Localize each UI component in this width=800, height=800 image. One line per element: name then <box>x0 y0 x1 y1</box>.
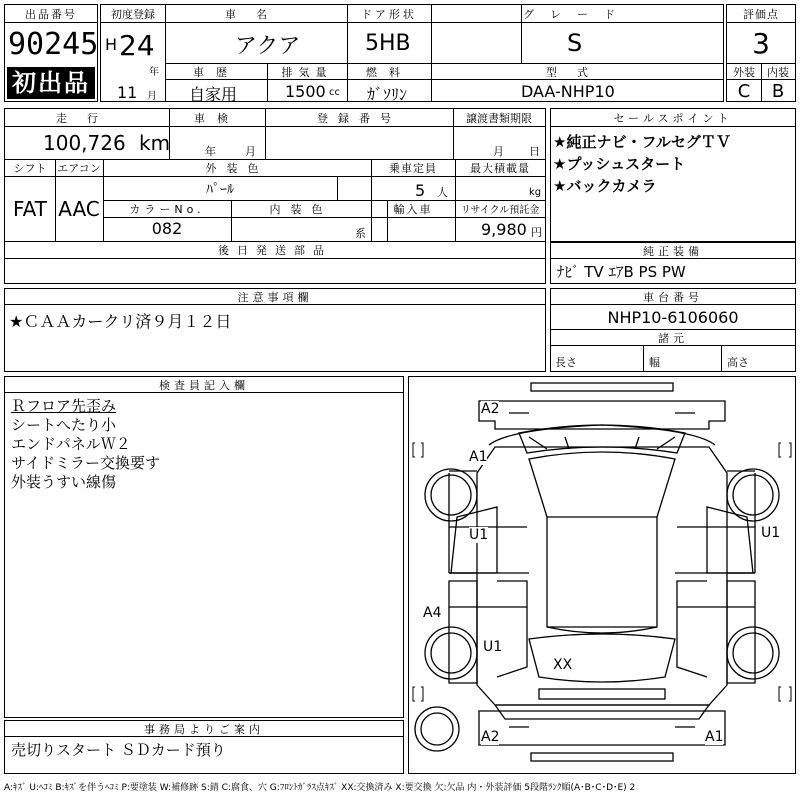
era: H <box>105 35 118 54</box>
doc-deadline-label: 譲渡書類期限 <box>466 112 532 125</box>
reg-no-label: 登録番号 <box>317 112 401 125</box>
displacement: 1500 <box>285 82 326 101</box>
legend: A:ｷｽﾞ U:ﾍｺﾐ B:ｷｽﾞを伴うﾍｺﾐ P:要塗装 W:補修跡 S:錆 C:腐食、穴 G:ﾌﾛﾝﾄｶﾞﾗｽ点ｷｽﾞ XX:交換済み X:要交換 欠:欠品 内・外装評価 5段階ﾗﾝｸ順(A･B･C･D･E) 2 <box>4 783 636 793</box>
exterior-color: ﾊﾟｰﾙ <box>206 182 234 198</box>
inspector-label: 検査員記入欄 <box>159 379 249 392</box>
chassis-number: NHP10-6106060 <box>607 308 739 327</box>
sales-point-item: ★プッシュスタート <box>553 155 686 173</box>
lot-number: 90245 <box>8 27 99 62</box>
width-label: 幅 <box>649 356 660 369</box>
max-load-label: 最大積載量 <box>470 162 530 175</box>
first-listing-badge: 初出品 <box>7 67 95 99</box>
chassis-box <box>550 288 796 372</box>
interior-label: 内装 <box>767 66 789 79</box>
shift: FAT <box>12 197 47 221</box>
recycle-unit: 円 <box>531 226 542 239</box>
deferred-parts-label: 後日発送部品 <box>218 244 332 257</box>
dims-label: 諸元 <box>658 332 688 345</box>
sales-points-box <box>550 108 796 242</box>
interior-color-label: 内装色 <box>269 203 333 216</box>
mileage-unit: km <box>139 131 171 155</box>
inspection-label: 車検 <box>194 112 240 125</box>
history-label: 車歴 <box>193 66 239 79</box>
office-box <box>4 720 404 774</box>
lot-number-box <box>4 4 98 102</box>
color-no: 082 <box>151 219 183 238</box>
ac: AAC <box>58 197 100 221</box>
exterior-grade: C <box>737 81 751 102</box>
mileage-label: 走行 <box>56 112 118 125</box>
color-no-label: カラーNo. <box>129 203 205 216</box>
sales-point-item: ★バックカメラ <box>553 177 657 195</box>
sales-points-label: セールスポイント <box>613 112 733 125</box>
genuine-equipment-box <box>550 242 796 284</box>
score-box <box>726 4 796 102</box>
doc-day-unit: 日 <box>529 145 540 158</box>
interior-unit: 系 <box>355 227 366 240</box>
model-label: 型式 <box>546 66 608 79</box>
displacement-unit: cc <box>329 87 340 98</box>
max-load-unit: kg <box>529 187 542 198</box>
exterior-color-label: 外装色 <box>205 162 269 175</box>
displacement-label: 排気量 <box>281 66 333 79</box>
office-label: 事務局よりご案内 <box>144 723 264 736</box>
car-diagram-box <box>408 376 796 774</box>
import-label: 輸入車 <box>393 203 433 216</box>
capacity-unit: 人 <box>437 186 448 199</box>
history: 自家用 <box>189 85 238 104</box>
genuine-equipment-label: 純正装備 <box>643 245 703 258</box>
sales-point-item: ★純正ナビ・フルセグＴＶ <box>553 133 731 151</box>
height-label: 高さ <box>727 356 749 369</box>
lot-number-label: 出品番号 <box>25 8 77 21</box>
score-label: 評価点 <box>743 8 779 21</box>
exterior-label: 外装 <box>733 66 755 79</box>
inspector-line: サイドミラー交換要す <box>11 454 160 472</box>
genuine-equipment: ﾅﾋﾞ TV ｴｱB PS PW <box>557 263 686 281</box>
car-name-label: 車名 <box>225 8 287 21</box>
shift-label: シフト <box>13 162 47 175</box>
mileage: 100,726 <box>43 131 126 155</box>
fuel: ｶﾞｿﾘﾝ <box>367 85 408 104</box>
recycle-label: リサイクル預託金 <box>460 205 540 216</box>
ac-label: エアコン <box>57 162 101 175</box>
notes-text: ★ＣＡＡカークリ済９月１２日 <box>9 312 232 331</box>
mark-xx: XX <box>553 657 573 673</box>
car-diagram <box>409 377 795 773</box>
grade: S <box>567 29 583 57</box>
details-box <box>4 108 546 284</box>
year: 24 <box>119 29 155 62</box>
mark-a4-left: A4 <box>423 605 442 621</box>
mark-u1-left-lower: U1 <box>483 639 503 655</box>
score: 3 <box>752 27 770 60</box>
vehicle-header-box <box>100 4 724 102</box>
first-reg-label: 初度登録 <box>111 8 155 21</box>
month-unit: 月 <box>147 91 157 102</box>
fuel-label: 燃料 <box>366 66 412 79</box>
inspector-line: Ｒフロア先歪み <box>11 397 117 415</box>
month: 11 <box>117 83 138 102</box>
model: DAA-NHP10 <box>521 82 615 101</box>
chassis-label: 車台番号 <box>643 291 703 304</box>
inspection-year-unit: 年 <box>205 145 216 158</box>
mark-a1-rear: A1 <box>705 729 724 745</box>
mark-a1-left-front: A1 <box>469 449 488 465</box>
doc-month-unit: 月 <box>493 145 504 158</box>
grade-label: グレード <box>523 8 631 21</box>
mark-u1-right: U1 <box>761 525 781 541</box>
door-label: ドア形状 <box>361 8 417 21</box>
door: 5HB <box>365 31 411 56</box>
capacity-label: 乗車定員 <box>389 162 437 175</box>
inspector-box <box>4 376 404 718</box>
car-name: アクア <box>235 34 301 59</box>
mark-u1-left-upper: U1 <box>469 527 489 543</box>
mark-a2-front: A2 <box>481 401 500 417</box>
inspector-line: 外装うすい線傷 <box>11 473 117 491</box>
inspection-month-unit: 月 <box>245 145 256 158</box>
interior-grade: B <box>771 81 785 102</box>
inspector-line: シートへたり小 <box>11 416 117 434</box>
inspector-line: エンドパネルＷ２ <box>11 435 131 453</box>
recycle: 9,980 <box>481 220 527 239</box>
notes-box <box>4 288 546 372</box>
capacity: 5 <box>415 181 426 200</box>
office-text: 売切りスタート ＳＤカード預り <box>11 741 226 759</box>
notes-label: 注意事項欄 <box>237 291 313 304</box>
year-unit: 年 <box>149 67 159 78</box>
length-label: 長さ <box>555 356 577 369</box>
mark-a2-rear: A2 <box>481 729 500 745</box>
